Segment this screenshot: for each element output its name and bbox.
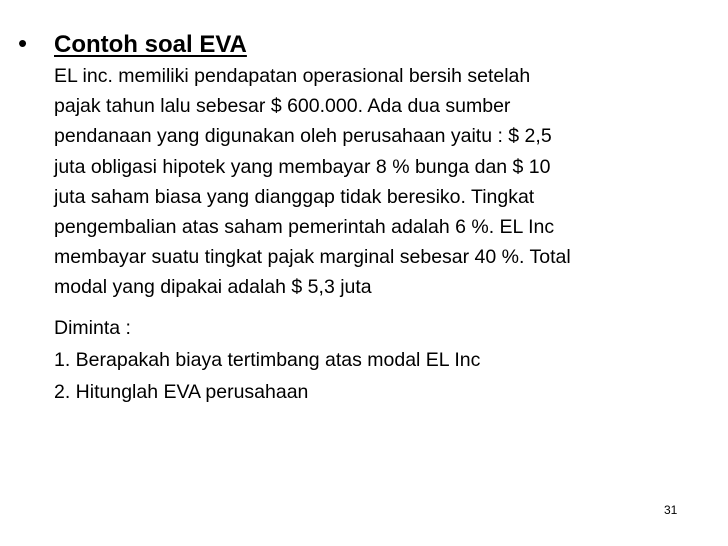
problem-line: pendanaan yang digunakan oleh perusahaan yaitu : $ 2,5 — [54, 125, 552, 148]
problem-line: juta obligasi hipotek yang membayar 8 % bunga dan $ 10 — [54, 155, 551, 178]
problem-line: pengembalian atas saham pemerintah adalah 6 %. EL Inc — [54, 216, 555, 239]
problem-line: modal yang dipakai adalah $ 5,3 juta — [54, 276, 372, 299]
problem-line: EL inc. memiliki pendapatan operasional bersih setelah — [54, 65, 531, 87]
problem-statement — [54, 61, 722, 303]
slide-title: Contoh soal EVA — [54, 31, 247, 58]
problem-line: membayar suatu tingkat pajak marginal sebesar 40 %. Total — [54, 246, 571, 269]
problem-line: pajak tahun lalu sebesar $ 600.000. Ada dua sumber — [54, 95, 511, 118]
question-1: 1. Berapakah biaya tertimbang atas modal EL Inc — [54, 349, 481, 371]
bullet-marker: • — [18, 28, 28, 58]
request-label: Diminta : — [54, 317, 131, 339]
question-2: 2. Hitunglah EVA perusahaan — [54, 381, 309, 403]
page-number: 31 — [664, 503, 678, 517]
problem-line: juta saham biasa yang dianggap tidak beresiko. Tingkat — [54, 185, 535, 208]
